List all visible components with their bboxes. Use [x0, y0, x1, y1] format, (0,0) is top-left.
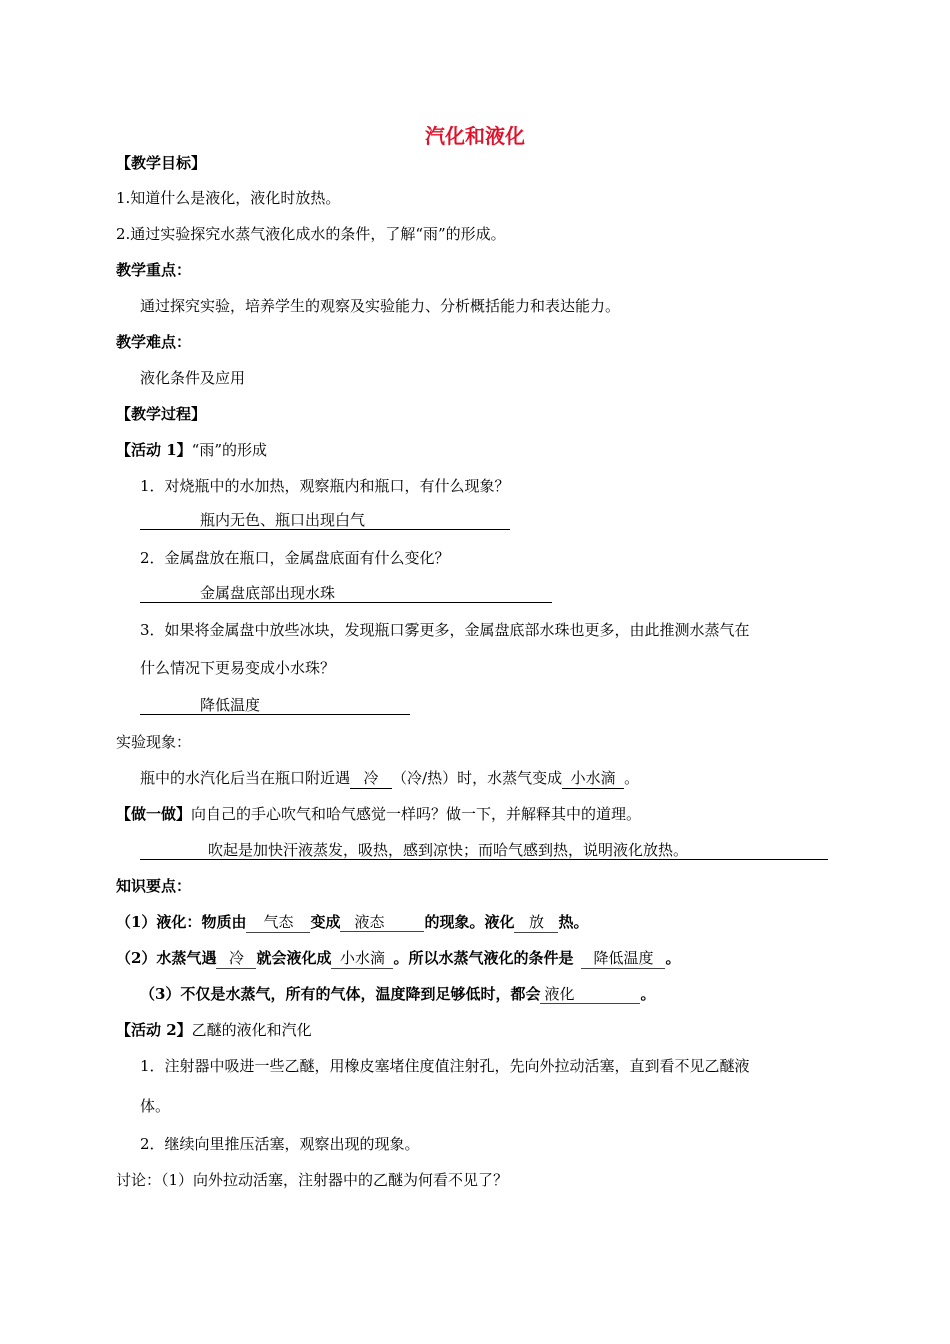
- kp1-part-d: 热。: [558, 913, 589, 931]
- activity-1-question-3-line-1: 3．如果将金属盘中放些冰块，发现瓶口雾更多，金属盘底部水珠也更多，由此推测水蒸气在: [140, 621, 750, 639]
- key-heading: 教学重点：: [116, 261, 192, 279]
- phenomenon-part-3: 。: [624, 769, 640, 787]
- kp1-blank-1: 气态: [246, 913, 310, 933]
- kp3-part-d: 。: [640, 985, 656, 1003]
- kp1-blank-2: 液态: [340, 913, 424, 932]
- activity-1-answer-2-line: [140, 583, 552, 603]
- knowledge-point-1: [116, 912, 589, 933]
- page-title: 汽化和液化: [425, 124, 525, 148]
- activity-1-answer-1-line: [140, 510, 510, 530]
- activity-1-answer-1: 瓶内无色、瓶口出现白气: [140, 511, 510, 530]
- goal-2: 2.通过实验探究水蒸气液化成水的条件，了解“雨”的形成。: [116, 225, 506, 243]
- process-heading: 【教学过程】: [116, 405, 207, 423]
- activity-2-title: 乙醚的液化和汽化: [191, 1021, 312, 1039]
- kp1-part-b: 变成: [310, 913, 341, 931]
- activity-1-answer-3-line: [140, 695, 410, 715]
- try-it-text: 向自己的手心吹气和哈气感觉一样吗？做一下，并解释其中的道理。: [191, 805, 642, 823]
- activity-1-answer-3: 降低温度: [140, 696, 410, 715]
- goals-heading: 【教学目标】: [116, 154, 207, 172]
- kp2-part-b: 就会液化成: [256, 949, 332, 967]
- activity-1-heading: [116, 440, 267, 460]
- activity-1-answer-2: 金属盘底部出现水珠: [140, 584, 552, 603]
- knowledge-point-2: [116, 948, 681, 969]
- discussion-label: 讨论：: [116, 1171, 162, 1189]
- kp2-part-c: 。所以水蒸气液化的条件是: [393, 949, 574, 967]
- activity-2-heading: [116, 1020, 312, 1040]
- kp1-part-c: 的现象。液化: [424, 913, 515, 931]
- difficult-text: 液化条件及应用: [140, 369, 246, 387]
- kp1-blank-3: 放: [514, 913, 558, 933]
- discussion: [116, 1170, 508, 1190]
- phenomenon-part-1: 瓶中的水汽化后当在瓶口附近遇: [140, 769, 351, 787]
- try-it-answer-line: [140, 840, 828, 860]
- phenomenon-heading: 实验现象：: [116, 733, 192, 751]
- difficult-heading: 教学难点：: [116, 333, 192, 351]
- activity-1-question-1: 1．对烧瓶中的水加热，观察瓶内和瓶口，有什么现象？: [140, 477, 510, 495]
- activity-1-label: 【活动 1】: [116, 441, 192, 459]
- kp2-blank-3: 降低温度: [581, 949, 665, 969]
- kp2-part-a: （2）水蒸气遇: [116, 949, 217, 967]
- activity-2-question-2: 2．继续向里推压活塞，观察出现的现象。: [140, 1135, 420, 1153]
- phenomenon-part-2: （冷/热）时，水蒸气变成: [392, 769, 563, 787]
- kp2-blank-2: 小水滴: [331, 949, 393, 969]
- key-text: 通过探究实验，培养学生的观察及实验能力、分析概括能力和表达能力。: [140, 297, 621, 315]
- discussion-question-1: （1）向外拉动活塞，注射器中的乙醚为何看不见了？: [161, 1171, 509, 1189]
- activity-1-question-2: 2．金属盘放在瓶口，金属盘底面有什么变化？: [140, 549, 450, 567]
- activity-2-question-1-line-1: 1．注射器中吸进一些乙醚，用橡皮塞堵住度值注射孔，先向外拉动活塞，直到看不见乙醚液: [140, 1057, 750, 1075]
- kp1-part-a: （1）液化：物质由: [116, 913, 247, 931]
- activity-1-question-3-line-2: 什么情况下更易变成小水珠？: [140, 659, 336, 677]
- knowledge-point-3: [140, 984, 655, 1004]
- phenomenon-text: [140, 768, 639, 789]
- knowledge-heading: 知识要点：: [116, 877, 192, 895]
- try-it-label: 【做一做】: [116, 805, 192, 823]
- kp2-blank-1: 冷: [216, 949, 256, 969]
- activity-1-title: “雨”的形成: [191, 441, 268, 459]
- try-it-heading: [116, 804, 641, 824]
- activity-2-question-1-line-2: 体。: [140, 1097, 171, 1115]
- activity-2-label: 【活动 2】: [116, 1021, 192, 1039]
- try-it-answer: 吹起是加快汗液蒸发，吸热，感到凉快；而哈气感到热，说明液化放热。: [140, 841, 828, 860]
- phenomenon-blank-1: 冷: [350, 769, 392, 789]
- phenomenon-blank-2: 小水滴: [562, 769, 624, 789]
- kp2-part-d: 。: [665, 949, 681, 967]
- kp3-part-a: （3）不仅是水蒸气，所有的气体，温度降到足够低时，都会: [140, 985, 541, 1003]
- goal-1: 1.知道什么是液化，液化时放热。: [116, 189, 341, 207]
- kp3-blank-1: 液化: [540, 985, 640, 1004]
